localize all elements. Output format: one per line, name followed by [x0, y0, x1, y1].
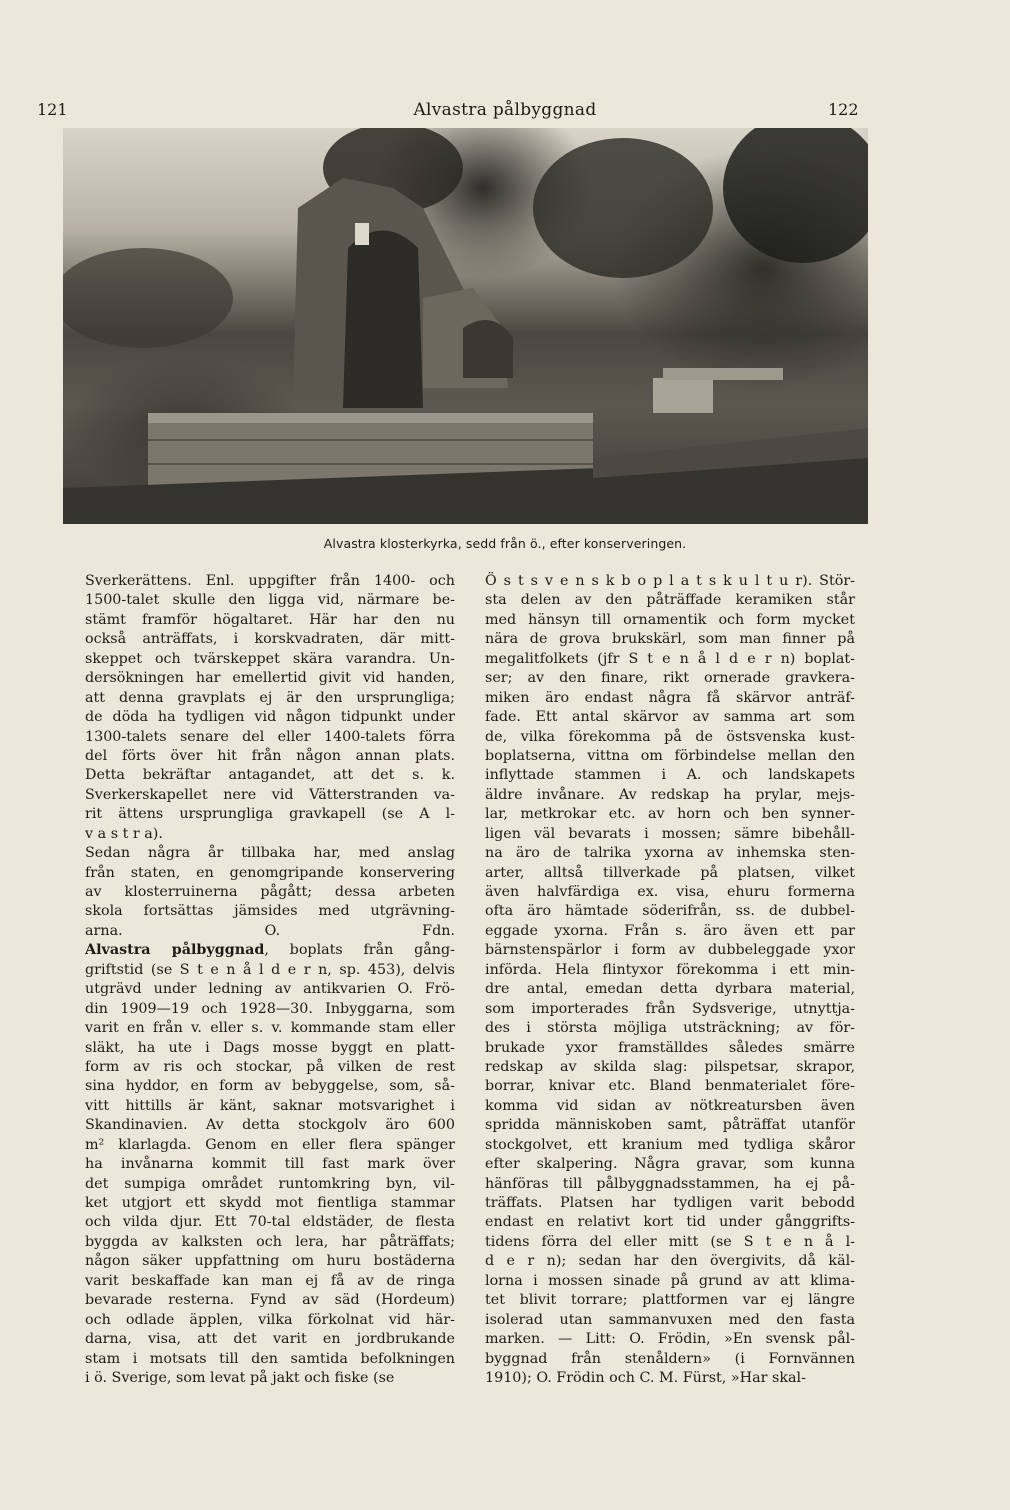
text-line: vitt hittills är känt, saknar motsvarighet i: [85, 1097, 455, 1114]
text-line: fade. Ett antal skärvor av samma art som: [485, 709, 855, 726]
text-line: sta delen av den påträffade keramiken står: [485, 592, 855, 609]
text-line: d e r n); sedan har den övergivits, då käl-: [485, 1253, 855, 1270]
text-line: des i största möjliga utsträckning; av för-: [485, 1020, 855, 1037]
text-line: isolerad utan sammanvuxen med den fasta: [485, 1311, 855, 1328]
text-line: bärnstenspärlor i form av dubbeleggade yxor: [485, 942, 855, 959]
text-line: träffats. Platsen har tydligen varit bebodd: [485, 1195, 855, 1211]
text-line: byggnad från stenåldern» (i Fornvännen: [485, 1350, 855, 1367]
text-line: lorna i mossen sinade på grund av att klima-: [485, 1272, 855, 1289]
text-line: ligen väl bevarats i mossen; sämre bibehåll-: [485, 825, 855, 842]
text-line: komma vid sidan av nötkreatursben även: [485, 1097, 855, 1114]
text-line: din 1909—19 och 1928—30. Inbyggarna, som: [85, 1000, 455, 1017]
photo-caption: Alvastra klosterkyrka, sedd från ö., efter konserveringen.: [323, 536, 687, 551]
text-line: 1910); O. Frödin och C. M. Fürst, »Har skal-: [485, 1369, 806, 1386]
text-line: någon säker uppfattning om huru bostäderna: [85, 1253, 455, 1270]
text-line: arter, alltså tillverkade på platsen, vilket: [485, 864, 855, 881]
text-line: Detta bekräftar antagandet, att det s. k.: [85, 767, 455, 784]
text-line: de, vilka förekomma på de östsvenska kust-: [485, 728, 855, 745]
text-line: darna, visa, att det varit en jordbrukande: [85, 1331, 455, 1348]
text-line: skeppet och tvärskeppet skära varandra. Un-: [85, 650, 455, 667]
text-line: brukade yxor framställdes således smärre: [485, 1039, 855, 1056]
text-line: marken. — Litt: O. Frödin, »En svensk pål-: [485, 1331, 855, 1348]
text-line: spridda människoben samt, påträffat utanför: [485, 1117, 855, 1134]
page-number-left: 121: [37, 100, 68, 119]
text-line: Sedan några år tillbaka har, med anslag: [85, 845, 455, 862]
text-line: sina hyddor, en form av bebyggelse, som, så-: [85, 1078, 455, 1095]
text-line: varit en från v. eller s. v. kommande stam eller: [85, 1020, 455, 1037]
running-title: Alvastra pålbyggnad: [413, 100, 597, 120]
text-line: redskap av skilda slag: pilspetsar, skrapor,: [485, 1058, 855, 1075]
text-line: Alvastra pålbyggnad, boplats från gång-: [85, 942, 455, 959]
text-line: i ö. Sverige, som levat på jakt och fiske (se: [85, 1369, 395, 1386]
page-number-right: 122: [828, 100, 859, 119]
text-line: utgrävd under ledning av antikvarien O. Frö-: [85, 981, 455, 998]
text-line: tet blivit torrare; plattformen var ej längre: [485, 1292, 855, 1309]
text-line: ofta äro hämtade söderifrån, ss. de dubbel-: [485, 903, 855, 920]
text-line: byggda av kalksten och lera, har påträffats;: [85, 1233, 455, 1250]
text-line: stam i motsats till den samtida befolkningen: [85, 1350, 455, 1367]
text-line: och odlade äpplen, vilka förkolnat vid här-: [85, 1311, 455, 1328]
text-line: Skandinavien. Av detta stockgolv äro 600: [85, 1117, 455, 1134]
text-line: form av ris och stockar, på vilken de rest: [85, 1058, 455, 1075]
text-line: miken äro endast några få skärvor anträf-: [485, 689, 855, 706]
text-line: stockgolvet, ett kranium med tydliga skåror: [485, 1136, 855, 1153]
text-line: tidens förra del eller mitt (se S t e n å l-: [485, 1233, 855, 1250]
text-line: dre antal, emedan detta dyrbara material,: [485, 981, 855, 998]
text-line: arna. O. Fdn.: [85, 922, 455, 939]
text-line: äldre invånare. Av redskap ha prylar, mejs-: [485, 786, 855, 803]
ruin-photo-icon: [63, 128, 868, 524]
text-line: 1500-talet skulle den ligga vid, närmare be-: [85, 592, 455, 609]
text-line: ha invånarna kommit till fast mark över: [85, 1156, 455, 1173]
text-line: från staten, en genomgripande konservering: [85, 864, 455, 881]
text-line: de döda ha tydligen vid någon tidpunkt under: [85, 709, 455, 726]
text-line: efter skalpering. Några gravar, som kunna: [485, 1156, 855, 1173]
text-line: boplatserna, vittna om förbindelse mellan den: [485, 747, 855, 764]
text-line: m² klarlagda. Genom en eller flera spänger: [85, 1136, 455, 1153]
text-line: v a s t r a).: [85, 825, 163, 842]
text-line: inflyttade stammen i A. och landskapets: [485, 767, 855, 784]
text-line: att denna gravplats ej är den ursprungliga;: [85, 689, 455, 706]
text-line: som importerades från Sydsverige, utnyttja-: [485, 1000, 855, 1017]
text-line: bevarade resterna. Fynd av säd (Hordeum): [85, 1292, 455, 1309]
text-line: nära de grova brukskärl, som man finner på: [485, 631, 855, 648]
text-line: Sverkerskapellet nere vid Vätterstranden va-: [85, 786, 455, 803]
text-line: och vilda djur. Ett 70-tal eldstäder, de flesta: [85, 1214, 455, 1231]
text-line: hänföras till pålbyggnadsstammen, ha ej på-: [485, 1175, 855, 1192]
text-line: borrar, knivar etc. Bland benmaterialet före-: [485, 1078, 855, 1095]
text-line: med hänsyn till ornamentik och form mycket: [485, 611, 855, 628]
text-line: ser; av den finare, rikt ornerade gravkera-: [485, 670, 855, 687]
text-line: ket utgjort ett skydd mot fientliga stammar: [85, 1195, 455, 1211]
text-line: släkt, ha ute i Dags mosse byggt en platt-: [85, 1039, 455, 1056]
text-line: griftstid (se S t e n å l d e r n, sp. 453), delvis: [85, 961, 455, 978]
left-column-text: [85, 572, 455, 1388]
text-line: också anträffats, i korskvadraten, där mitt-: [85, 631, 455, 648]
text-line: megalitfolkets (jfr S t e n å l d e r n) boplat-: [485, 650, 855, 667]
text-line: varit beskaffade kan man ej få av de ringa: [85, 1272, 455, 1289]
text-line: det sumpiga området runtomkring byn, vil-: [85, 1175, 455, 1192]
right-column-text: [485, 572, 855, 1388]
text-line: av klosterruinerna pågått; dessa arbeten: [85, 884, 455, 900]
text-line: Sverkerättens. Enl. uppgifter från 1400- och: [85, 573, 455, 589]
text-line: införda. Hela flintyxor förekomma i ett min-: [485, 961, 855, 978]
text-line: lar, metkrokar etc. av horn och ben synner-: [485, 806, 855, 823]
text-line: även halvfärdiga ex. visa, ehuru formerna: [485, 884, 855, 900]
text-line: skola fortsättas jämsides med utgrävning-: [85, 903, 455, 920]
text-line: na äro de talrika yxorna av inhemska sten-: [485, 845, 855, 862]
text-line: rit ättens ursprungliga gravkapell (se A l-: [85, 806, 455, 823]
text-line: 1300-talets senare del eller 1400-talets förra: [85, 728, 455, 745]
text-line: eggade yxorna. Från s. äro även ett par: [485, 922, 855, 939]
text-line: Ö s t s v e n s k b o p l a t s k u l t u r). Stör-: [485, 573, 855, 589]
text-line: endast en relativt kort tid under gånggrifts-: [485, 1214, 855, 1231]
text-line: del förts över hit från någon annan plats.: [85, 747, 455, 764]
text-line: dersökningen har emellertid givit vid handen,: [85, 670, 455, 687]
text-line: stämt framför högaltaret. Här har den nu: [85, 611, 455, 628]
